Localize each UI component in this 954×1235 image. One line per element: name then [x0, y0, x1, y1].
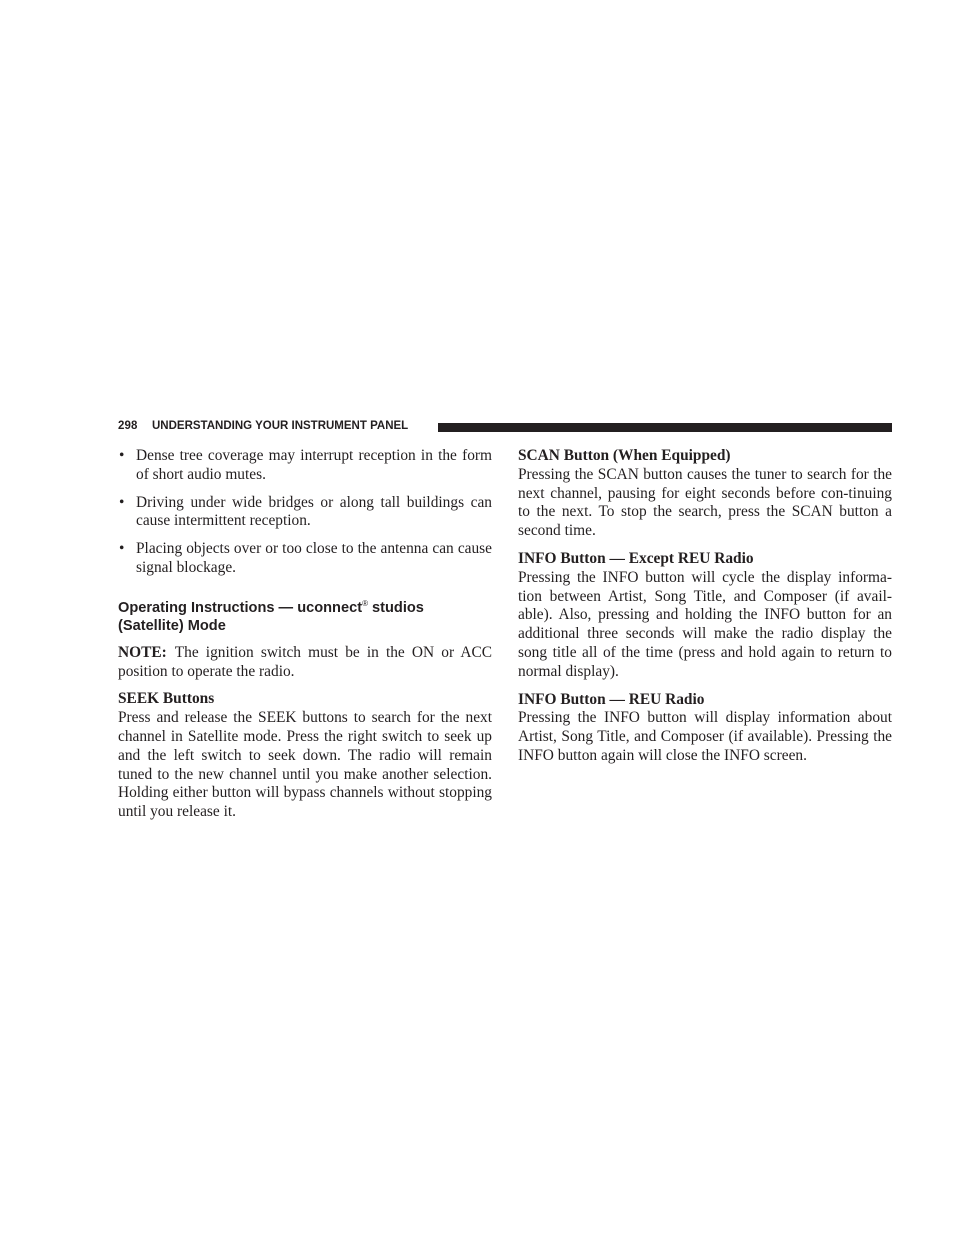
scan-button-text: Pressing the SCAN button causes the tuner to search for the next channel, pausing for eight seconds before con-tinuing to the next. To stop the search, press the SCAN button a second time.	[518, 465, 892, 540]
registered-mark: ®	[362, 598, 368, 608]
bullet-text: Placing objects over or too close to the antenna can cause signal blockage.	[136, 540, 492, 576]
page-header	[118, 419, 892, 435]
info-button-reu-text: Pressing the INFO button will display information about Artist, Song Title, and Composer (if available). Pressing the INFO button again will close the INFO screen.	[518, 709, 892, 764]
scan-button-heading: SCAN Button (When Equipped)	[518, 447, 731, 464]
seek-buttons-text: Press and release the SEEK buttons to search for the next channel in Satellite mode. Press the right switch to seek up and the left switch to seek down. The radio will remain tuned to the new channel until you make another selection. Holding either button will bypass channels without stopping until you release it.	[118, 709, 492, 821]
left-column	[118, 447, 492, 822]
section-title: UNDERSTANDING YOUR INSTRUMENT PANEL	[152, 420, 409, 432]
list-item	[118, 540, 492, 578]
bullet-text: Driving under wide bridges or along tall buildings can cause intermittent reception.	[136, 493, 492, 530]
seek-buttons-heading: SEEK Buttons	[118, 690, 215, 708]
info-button-except-reu-text: Pressing the INFO button will cycle the display informa-tion between Artist, Song Title, and Composer (if avail-able). Also, pressing and holding the INFO button for an additional three seconds will make the radio display the song title all of the time (press and hold again to return to normal display).	[518, 568, 892, 680]
note-label: NOTE:	[118, 643, 167, 661]
header-rule-bar	[438, 423, 892, 432]
info-button-reu-heading: INFO Button — REU Radio	[518, 690, 705, 708]
bullet-icon: •	[119, 540, 125, 558]
list-item	[118, 447, 492, 485]
bullet-icon: •	[119, 447, 125, 464]
note-paragraph	[118, 644, 492, 682]
heading-text-cont: studios	[367, 599, 424, 616]
heading-text-line2: (Satellite) Mode	[118, 617, 226, 634]
reception-bullet-list	[118, 447, 492, 578]
page-number: 298	[118, 420, 138, 432]
bullet-text: Dense tree coverage may interrupt reception in the form of short audio mutes.	[136, 447, 492, 483]
list-item	[118, 494, 492, 532]
bullet-icon: •	[119, 493, 125, 511]
right-column	[518, 447, 892, 766]
note-text: The ignition switch must be in the ON or ACC position to operate the radio.	[118, 643, 492, 680]
info-button-except-reu-heading: INFO Button — Except REU Radio	[518, 549, 754, 567]
operating-instructions-heading	[118, 595, 492, 635]
heading-text: Operating Instructions — uconnect	[118, 599, 363, 616]
